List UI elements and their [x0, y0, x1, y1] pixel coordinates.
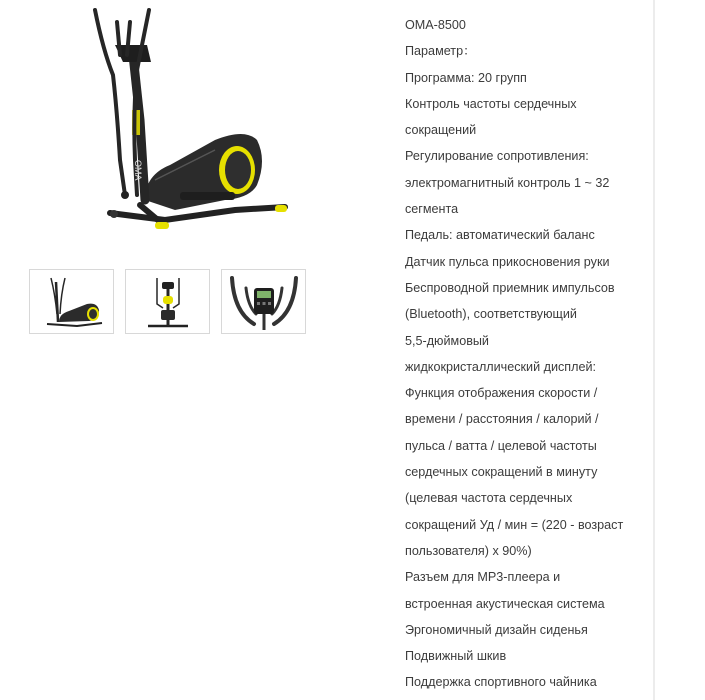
spec-line: Подвижный шкив	[405, 649, 507, 664]
spec-line: жидкокристаллический дисплей:	[405, 359, 596, 374]
spec-line: Эргономичный дизайн сиденья	[405, 622, 588, 637]
spec-line: Датчик пульса прикосновения руки	[405, 254, 610, 269]
spec-line: электромагнитный контроль 1 ~ 32	[405, 175, 610, 190]
thumbnail-console-view[interactable]	[221, 269, 306, 334]
spec-line: Функция отображения скорости /	[405, 386, 598, 401]
spec-line: Программа: 20 групп	[405, 70, 527, 85]
spec-line: сердечных сокращений в минуту	[405, 465, 598, 480]
spec-line: сокращений	[405, 123, 477, 138]
spec-line: встроенная акустическая система	[405, 596, 605, 611]
thumbnail-strip	[29, 269, 306, 334]
elliptical-console-thumbnail-icon	[224, 272, 304, 332]
spec-line: пользователя) х 90%)	[405, 543, 532, 558]
spec-model: OMA-8500	[405, 18, 466, 32]
svg-text:OMA: OMA	[133, 160, 143, 181]
spec-parameter-heading: Параметр：	[405, 44, 476, 59]
product-gallery	[0, 0, 360, 350]
thumbnail-front-view[interactable]	[125, 269, 210, 334]
spec-line: Регулирование сопротивления:	[405, 149, 589, 164]
spec-line: времени / расстояния / калорий /	[405, 412, 599, 427]
right-margin-panel	[655, 0, 705, 700]
thumbnail-side-view[interactable]	[29, 269, 114, 334]
elliptical-trainer-image	[85, 0, 295, 235]
spec-line: пульса / ватта / целевой частоты	[405, 438, 597, 453]
spec-line: (целевая частота сердечных	[405, 491, 573, 506]
spec-line: Разъем для MP3-плеера и	[405, 570, 561, 585]
product-specifications	[405, 12, 650, 696]
elliptical-front-thumbnail-icon	[133, 274, 203, 330]
spec-line: Беспроводной приемник импульсов	[405, 280, 615, 295]
spec-line: (Bluetooth), соответствующий	[405, 307, 577, 322]
spec-line: Контроль частоты сердечных	[405, 96, 577, 111]
elliptical-side-thumbnail-icon	[37, 274, 107, 330]
spec-line: 5,5-дюймовый	[405, 333, 489, 348]
spec-line: Педаль: автоматический баланс	[405, 228, 595, 243]
main-product-image[interactable]	[85, 0, 295, 235]
spec-line: Поддержка спортивного чайника	[405, 675, 597, 690]
spec-line: сегмента	[405, 202, 459, 217]
spec-line: сокращений Уд / мин = (220 - возраст	[405, 517, 624, 532]
